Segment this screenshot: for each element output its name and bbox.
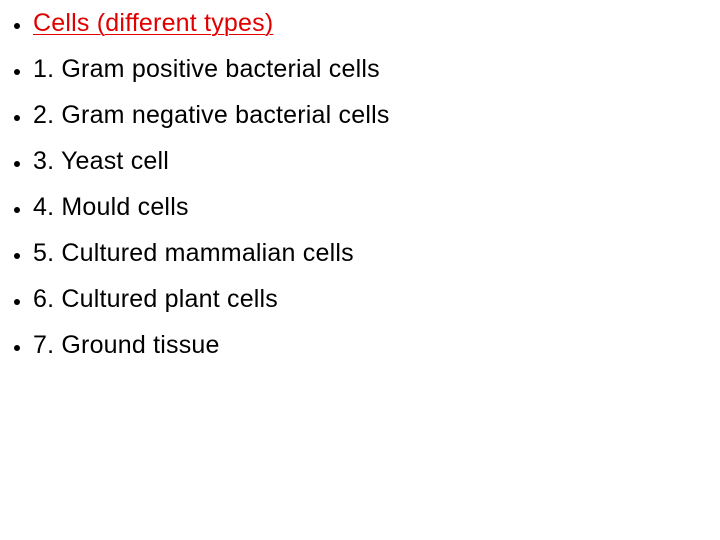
bullet-icon <box>14 161 20 167</box>
bullet-icon <box>14 115 20 121</box>
bullet-icon <box>14 23 20 29</box>
bullet-icon <box>14 69 20 75</box>
list-item-text: 6. Cultured plant cells <box>33 285 279 313</box>
bullet-icon <box>14 345 20 351</box>
bullet-icon <box>14 299 20 305</box>
list-item-text: 5. Cultured mammalian cells <box>33 239 354 267</box>
list-item-text: 4. Mould cells <box>33 193 189 221</box>
bullet-icon <box>14 207 20 213</box>
bullet-icon <box>14 253 20 259</box>
heading-text: Cells (different types) <box>33 9 274 37</box>
list-item-text: 1. Gram positive bacterial cells <box>33 55 380 83</box>
list-item-text: 3. Yeast cell <box>33 147 170 175</box>
list-item-text: 2. Gram negative bacterial cells <box>33 101 390 129</box>
list-item-text: 7. Ground tissue <box>33 331 220 359</box>
